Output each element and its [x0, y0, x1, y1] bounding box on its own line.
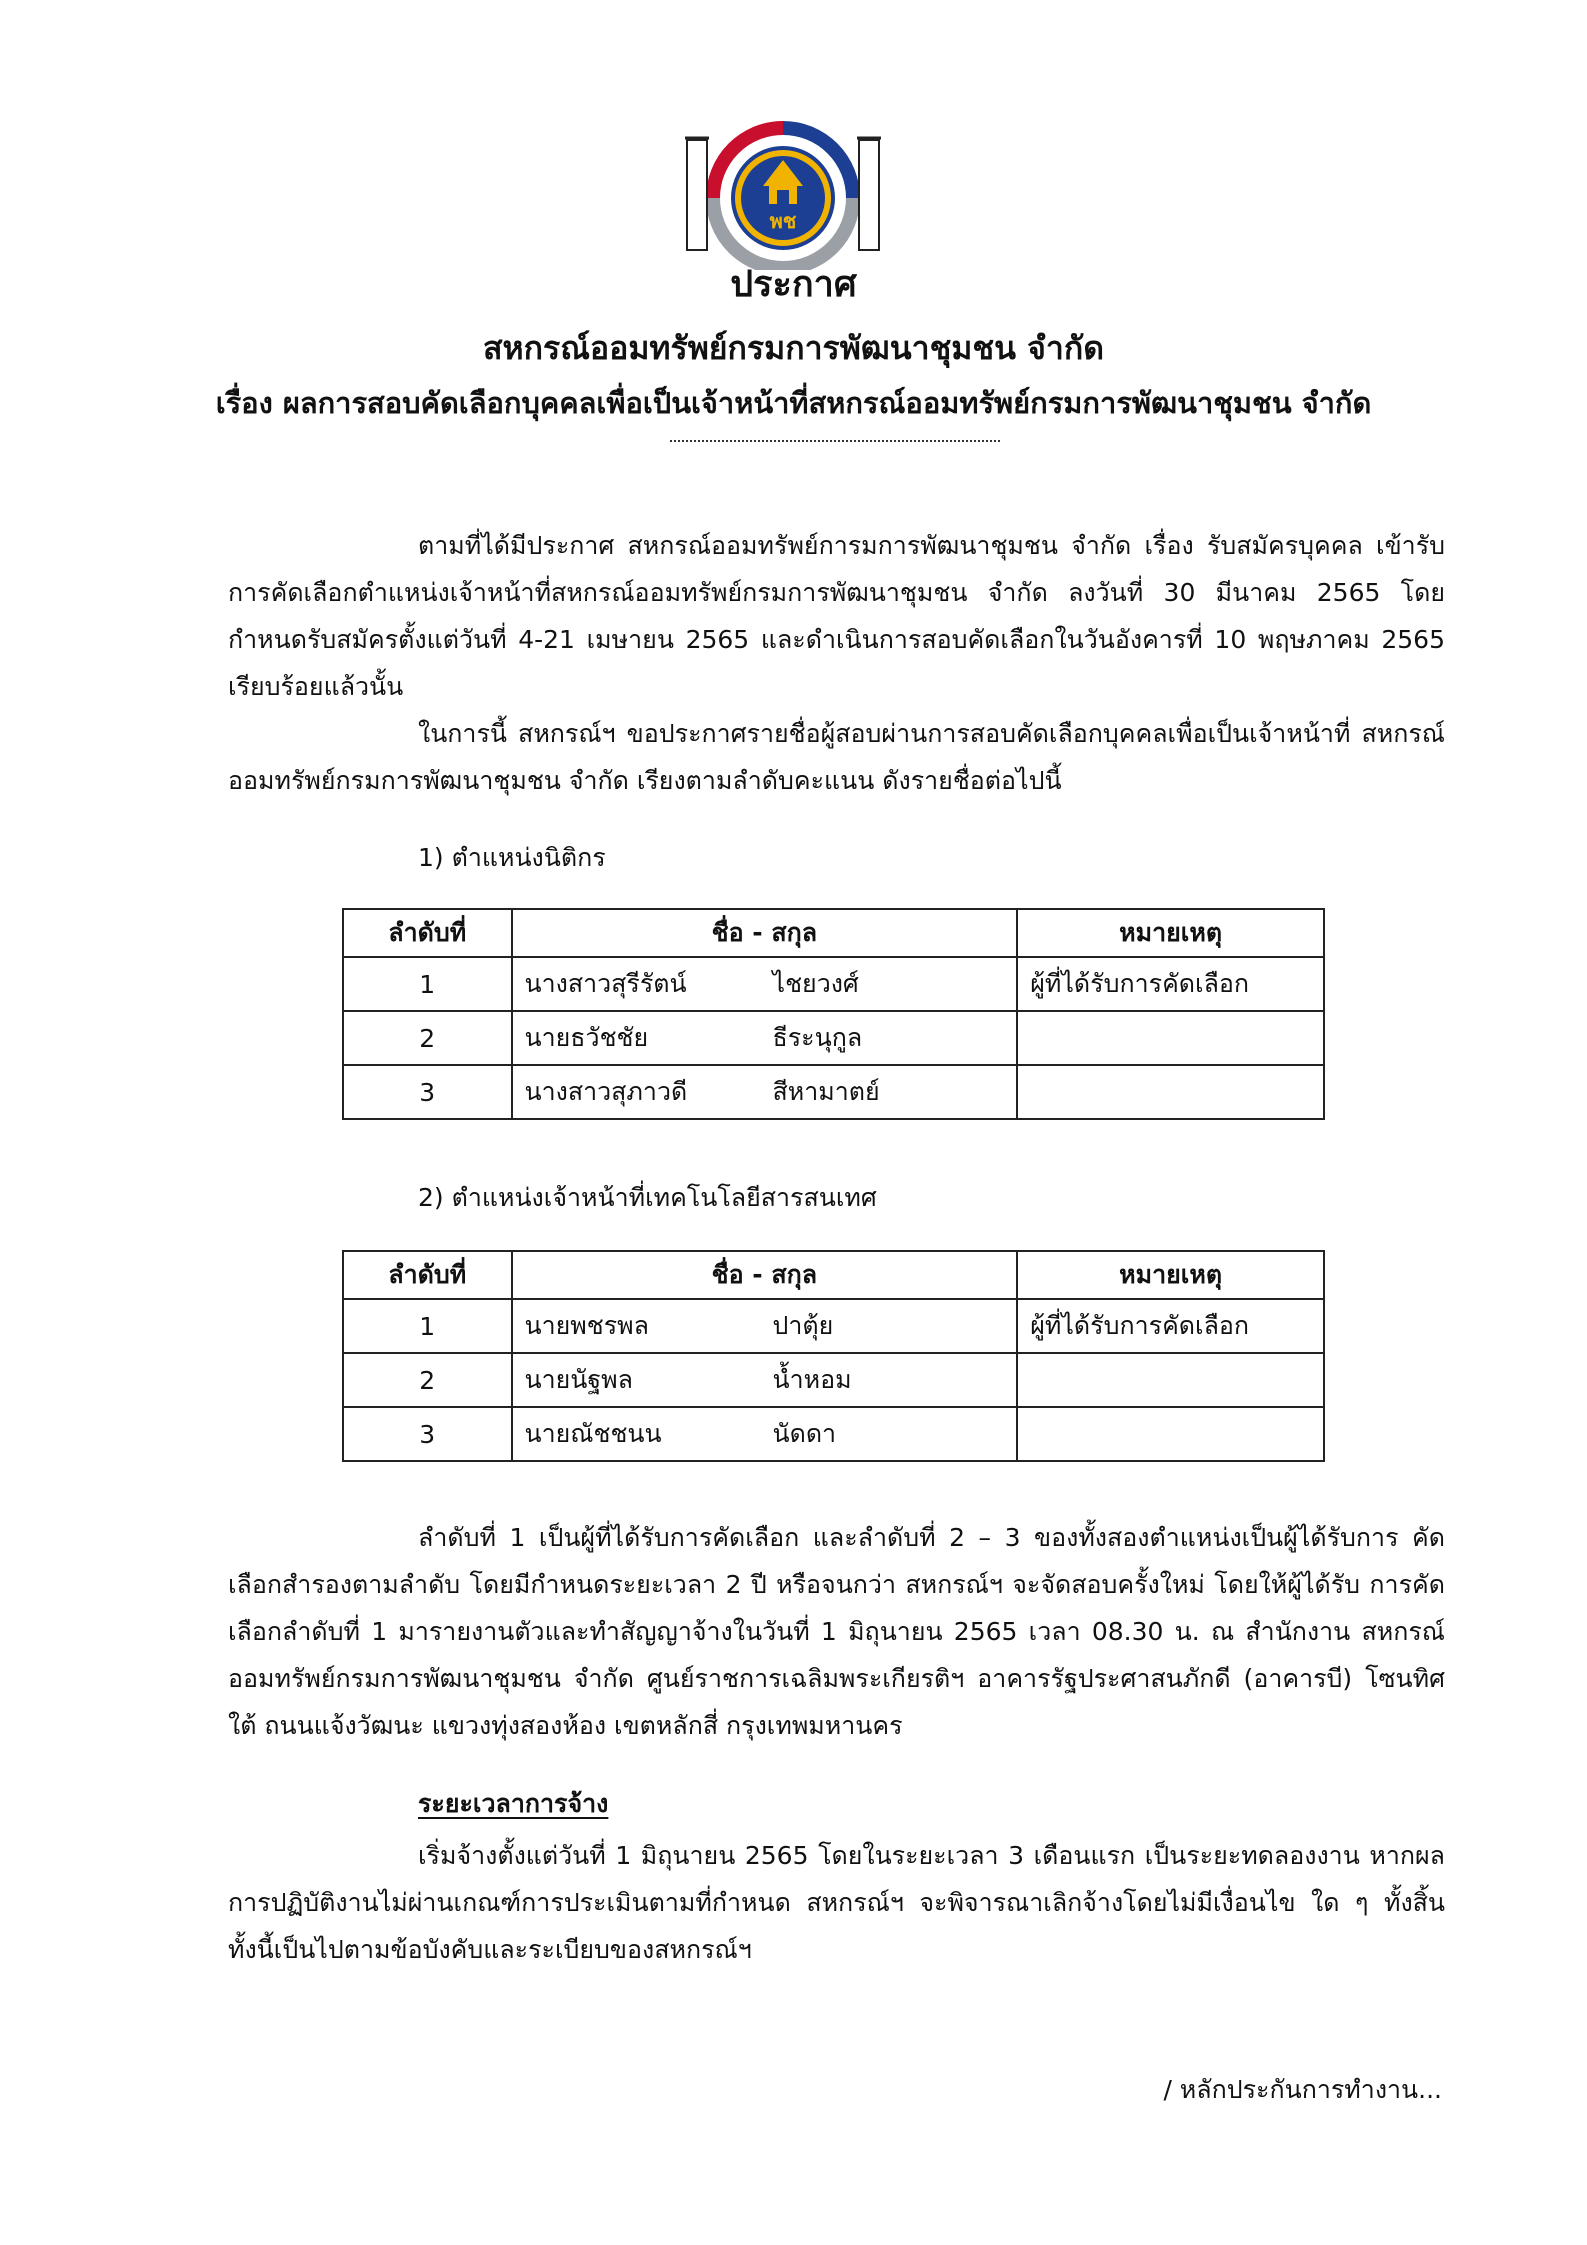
- table-row: [343, 1011, 1324, 1065]
- last-name: ปาตุ้ย: [772, 1311, 834, 1340]
- name-cell: [512, 1011, 1018, 1065]
- organization-name: สหกรณ์ออมทรัพย์กรมการพัฒนาชุมชน จำกัด: [483, 329, 1104, 367]
- paragraph-list-intro: ในการนี้ สหกรณ์ฯ ขอประกาศรายชื่อผู้สอบผ่านการสอบคัดเลือกบุคคลเพื่อเป็นเจ้าหน้าที่ สหกรณ์ออมทรัพย์กรมการพัฒนาชุมชน จำกัด เรียงตามลำดับคะแนน ดังรายชื่อต่อไปนี้: [228, 719, 1445, 795]
- remark-cell: [1017, 1407, 1324, 1461]
- paragraph-announcement: ตามที่ได้มีประกาศ สหกรณ์ออมทรัพย์การมการพัฒนาชุมชน จำกัด เรื่อง รับสมัครบุคคล เข้ารับการคัดเลือกตำแหน่งเจ้าหน้าที่สหกรณ์ออมทรัพย์กรมการพัฒนาชุมชน จำกัด ลงวันที่ 30 มีนาคม 2565 โดยกำหนดรับสมัครตั้งแต่วันที่ 4-21 เมษายน 2565 และดำเนินการสอบคัดเลือกในวันอังคารที่ 10 พฤษภาคม 2565 เรียบร้อยแล้วนั้น: [228, 531, 1445, 701]
- results-table-it-officer: [342, 1250, 1325, 1462]
- cooperative-logo-icon: [685, 120, 881, 270]
- table-row: [343, 1299, 1324, 1353]
- table-row: [343, 1065, 1324, 1119]
- table-row: [343, 1353, 1324, 1407]
- last-name: นัดดา: [772, 1419, 837, 1448]
- first-name: นางสาวสุภาวดี: [524, 1077, 688, 1106]
- rank-cell: 3: [343, 1065, 512, 1119]
- last-name: น้ำหอม: [772, 1365, 852, 1394]
- rank-cell: 2: [343, 1011, 512, 1065]
- header-remark: หมายเหตุ: [1017, 909, 1324, 957]
- last-name: ไชยวงศ์: [772, 969, 859, 998]
- paragraph-employment-terms: เริ่มจ้างตั้งแต่วันที่ 1 มิถุนายน 2565 โดยในระยะเวลา 3 เดือนแรก เป็นระยะทดลองงาน หากผลการปฏิบัติงานไม่ผ่านเกณฑ์การประเมินตามที่กำหนด สหกรณ์ฯ จะพิจารณาเลิกจ้างโดยไม่มีเงื่อนไข ใด ๆ ทั้งสิ้น ทั้งนี้เป็นไปตามข้อบังคับและระเบียบของสหกรณ์ฯ: [228, 1841, 1445, 1964]
- first-name: นายณัชชนน: [524, 1419, 662, 1448]
- results-table-legal-officer: [342, 908, 1325, 1120]
- header-remark: หมายเหตุ: [1017, 1251, 1324, 1299]
- rank-cell: 3: [343, 1407, 512, 1461]
- remark-cell: ผู้ที่ได้รับการคัดเลือก: [1017, 957, 1324, 1011]
- document-subject: เรื่อง ผลการสอบคัดเลือกบุคคลเพื่อเป็นเจ้าหน้าที่สหกรณ์ออมทรัพย์กรมการพัฒนาชุมชน จำกัด: [215, 386, 1372, 420]
- document-title: ประกาศ: [730, 264, 857, 305]
- paragraph-reporting-details: ลำดับที่ 1 เป็นผู้ที่ได้รับการคัดเลือก และลำดับที่ 2 – 3 ของทั้งสองตำแหน่งเป็นผู้ได้รับการ คัดเลือกสำรองตามลำดับ โดยมีกำหนดระยะเวลา 2 ปี หรือจนกว่า สหกรณ์ฯ จะจัดสอบครั้งใหม่ โดยให้ผู้ได้รับ การคัดเลือกลำดับที่ 1 มารายงานตัวและทำสัญญาจ้างในวันที่ 1 มิถุนายน 2565 เวลา 08.30 น. ณ สำนักงาน สหกรณ์ออมทรัพย์กรมการพัฒนาชุมชน จำกัด ศูนย์ราชการเฉลิมพระเกียรติฯ อาคารรัฐประศาสนภักดี (อาคารบี) โซนทิศใต้ ถนนแจ้งวัฒนะ แขวงทุ่งสองห้อง เขตหลักสี่ กรุงเทพมหานคร: [228, 1523, 1445, 1740]
- header-name: ชื่อ - สกุล: [512, 1251, 1018, 1299]
- header-rank: ลำดับที่: [343, 909, 512, 957]
- table-row: [343, 957, 1324, 1011]
- name-cell: [512, 957, 1018, 1011]
- last-name: สีหามาตย์: [772, 1077, 880, 1106]
- header-rank: ลำดับที่: [343, 1251, 512, 1299]
- last-name: ธีระนุกูล: [772, 1023, 863, 1052]
- header-name: ชื่อ - สกุล: [512, 909, 1018, 957]
- first-name: นายพชรพล: [524, 1311, 649, 1340]
- rank-cell: 1: [343, 1299, 512, 1353]
- first-name: นายธวัชชัย: [524, 1023, 649, 1052]
- remark-cell: [1017, 1011, 1324, 1065]
- first-name: นางสาวสุรีรัตน์: [524, 969, 687, 998]
- name-cell: [512, 1065, 1018, 1119]
- table-row: [343, 1407, 1324, 1461]
- remark-cell: [1017, 1353, 1324, 1407]
- section-heading-it-officer: 2) ตำแหน่งเจ้าหน้าที่เทคโนโลยีสารสนเทศ: [418, 1183, 877, 1212]
- remark-cell: ผู้ที่ได้รับการคัดเลือก: [1017, 1299, 1324, 1353]
- name-cell: [512, 1407, 1018, 1461]
- dotted-divider: [670, 440, 1000, 442]
- first-name: นายนัฐพล: [524, 1365, 633, 1394]
- rank-cell: 1: [343, 957, 512, 1011]
- name-cell: [512, 1353, 1018, 1407]
- name-cell: [512, 1299, 1018, 1353]
- section-heading-legal-officer: 1) ตำแหน่งนิติกร: [418, 843, 606, 872]
- logo-emblem: พช: [769, 209, 797, 233]
- remark-cell: [1017, 1065, 1324, 1119]
- continuation-note: / หลักประกันการทำงาน...: [1163, 2075, 1442, 2104]
- employment-period-heading: ระยะเวลาการจ้าง: [418, 1789, 609, 1818]
- rank-cell: 2: [343, 1353, 512, 1407]
